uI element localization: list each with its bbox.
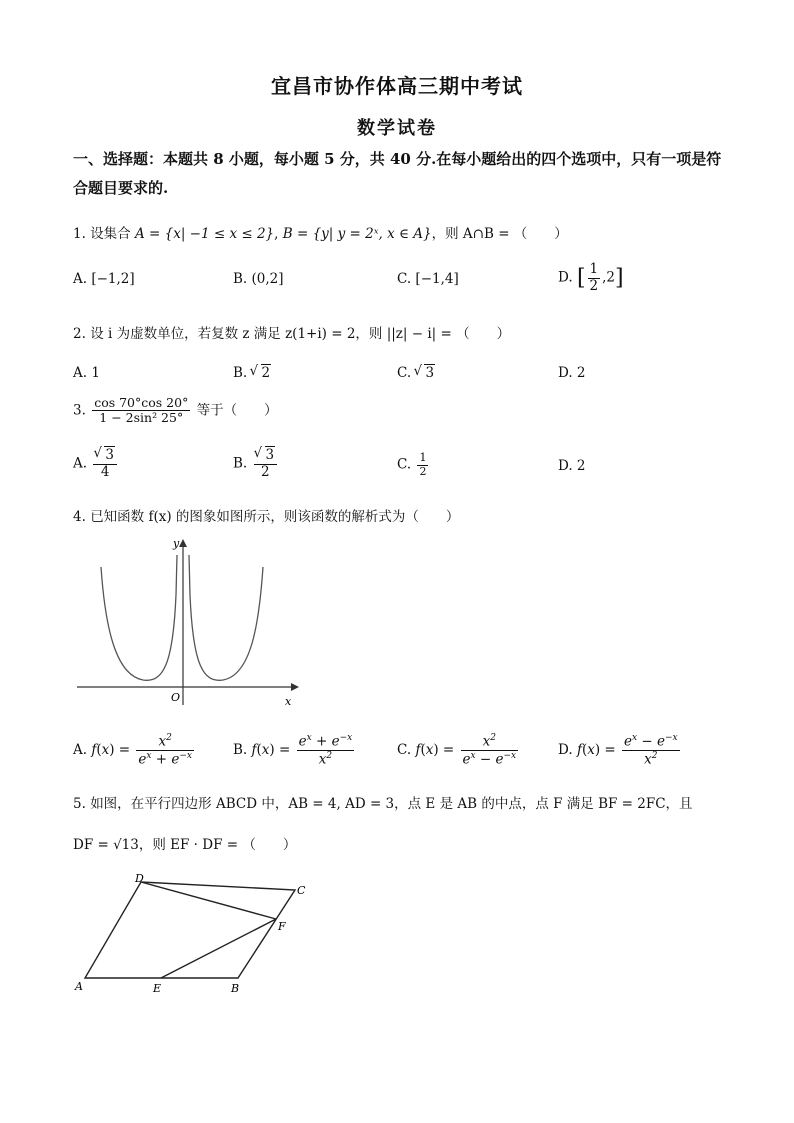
vertex-c-label: C — [297, 884, 306, 897]
question-2-text: 设 i 为虚数单位，若复数 z 满足 z(1+i) = 2，则 ||z| − i| = （ ） — [90, 326, 511, 342]
option-label: C. — [397, 742, 412, 759]
question-4-text: 已知函数 f(x) 的图象如图所示，则该函数的解析式为（ ） — [90, 509, 460, 525]
q1-option-d: D. [ $\frac{1}{2}$ ,2] — [558, 261, 624, 294]
x-axis-label: x — [285, 695, 292, 708]
q1-option-b: B. (0,2] — [233, 271, 284, 287]
vertex-a-label: A — [75, 980, 83, 993]
option-label: D. — [558, 742, 573, 759]
q4-option-a: A. f(x) = $\frac{x^2}{e^x + e^{-x}}$ — [73, 733, 193, 768]
question-4 — [73, 505, 459, 525]
q3-option-a: A. √ $\frac{3}{4}$ — [73, 448, 119, 480]
question-5-line1: 如图，在平行四边形 ABCD 中，AB = 4, AD = 3，点 E 是 AB 的中点，点 F 满足 BF = 2FC，且 — [90, 796, 693, 812]
set-a: A = {x| −1 ≤ x ≤ 2} — [134, 226, 275, 242]
vertex-e-label: E — [153, 982, 162, 995]
set-b: B = {y| y = 2ˣ, x ∈ A} — [282, 226, 432, 242]
option-label: B. — [233, 455, 248, 472]
question-3 — [73, 396, 278, 426]
origin-label: O — [171, 691, 181, 704]
right-curve — [189, 555, 263, 680]
q3-denominator: 1 − 2sin² 25° — [99, 410, 184, 426]
left-curve — [101, 555, 177, 680]
q4-option-b: B. f(x) = $\frac{e^x + e^{-x}}{x^2}$ — [233, 733, 353, 768]
question-number: 3. — [73, 402, 86, 419]
option-label: D. — [558, 269, 573, 286]
question-number: 2. — [73, 326, 86, 342]
q2-option-a: A. 1 — [73, 365, 100, 381]
question-5 — [73, 792, 693, 812]
section-instructions: 一、选择题：本题共 8 小题，每小题 5 分，共 40 分.在每小题给出的四个选项中，只有一项是符合题目要求的. — [73, 150, 722, 197]
q3-option-b: B. √ $\frac{3}{2}$ — [233, 448, 279, 480]
vertex-d-label: D — [135, 872, 144, 885]
q2-option-b: B. √ 2 — [233, 365, 271, 381]
question-number: 5. — [73, 796, 86, 812]
parallelogram-figure — [73, 870, 323, 1000]
q2-option-c: C. √ 3 — [397, 365, 435, 381]
q1-option-c: C. [−1,4] — [397, 271, 459, 287]
y-axis-arrow — [179, 539, 187, 547]
q1-option-a: A. [−1,2] — [73, 271, 135, 287]
function-graph — [73, 535, 303, 710]
y-axis-label: y — [173, 537, 180, 550]
q4-option-c: C. f(x) = $\frac{x^2}{e^x - e^{-x}}$ — [397, 733, 517, 768]
question-1-ask: ，则 A∩B = （ ） — [431, 226, 568, 242]
question-1: 1. 设集合 A = {x| −1 ≤ x ≤ 2}, B = {y| y = 2ˣ, x ∈ A}，则 A∩B = （ ） — [73, 226, 568, 242]
option-label: A. — [73, 742, 88, 759]
vertex-f-label: F — [278, 920, 286, 933]
option-label: C. — [397, 456, 412, 473]
exam-title: 宜昌市协作体高三期中考试 — [271, 74, 523, 98]
question-number: 1. — [73, 226, 86, 242]
option-label: B. — [233, 742, 248, 759]
q3-option-d: D. 2 — [558, 458, 586, 474]
segment-ef — [161, 919, 276, 978]
question-1-prefix: 设集合 — [90, 226, 131, 242]
option-label: A. — [73, 455, 88, 472]
question-2 — [73, 322, 510, 342]
option-label: C. — [397, 365, 412, 381]
q2-option-d: D. 2 — [558, 365, 586, 381]
q3-numerator: cos 70°cos 20° — [94, 395, 189, 410]
question-5-line2: DF = √13，则 EF · DF = （ ） — [73, 837, 297, 853]
option-label: B. — [233, 365, 248, 381]
exam-subtitle: 数学试卷 — [357, 118, 437, 139]
q3-option-c: C. $\frac{1}{2}$ — [397, 451, 427, 478]
question-number: 4. — [73, 509, 86, 525]
q4-option-d: D. f(x) = $\frac{e^x - e^{-x}}{x^2}$ — [558, 733, 678, 768]
x-axis-arrow — [291, 683, 299, 691]
question-3-ask: 等于（ ） — [196, 402, 278, 419]
vertex-b-label: B — [231, 982, 240, 995]
